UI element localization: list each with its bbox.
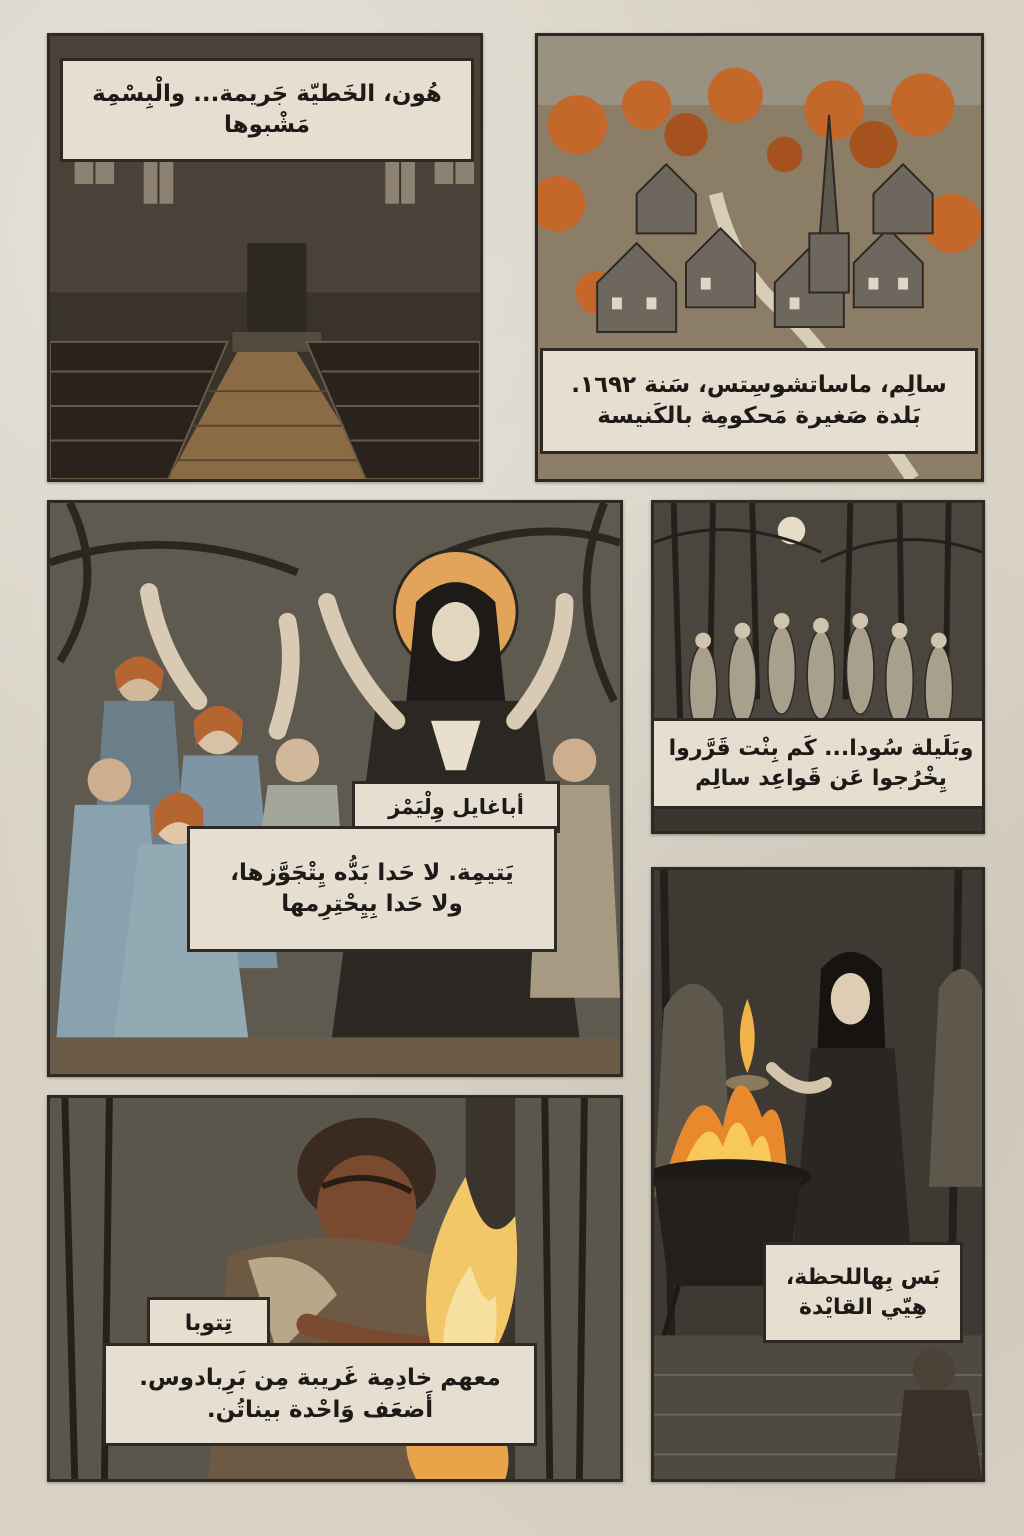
church-caption-line2: مَشْبوها [223, 112, 311, 138]
tituba-caption-line1: معهم خادِمِة غَريبة مِن بَرِبادوس. [139, 1365, 501, 1392]
forest-caption-line1: وبَلَيلة سُودا... كَم بِنْت قَرَّروا [668, 735, 974, 761]
panel-forest-circle [651, 500, 985, 834]
salem-caption-line1: سالِم، ماساتشوسِتس، سَنة ١٦٩٢. [571, 371, 947, 398]
tituba-name-overlay-label: تِتوبا [184, 1311, 233, 1337]
salem-caption [540, 348, 978, 454]
panel-abigail-dance [47, 500, 623, 1077]
forest-caption-line2: يِخْرُجوا عَن قَواعِد سالِم [695, 765, 947, 791]
panel-salem-town [535, 33, 984, 482]
fire-ritual-illustration [654, 870, 982, 1479]
fire-caption-line2: هِيّي القايْدة [799, 1294, 928, 1320]
panel-church-interior [47, 33, 483, 482]
abigail-caption-line2: ولا حَدا بِيِحْتِرِمها [281, 891, 463, 917]
forest-caption [651, 718, 985, 809]
abigail-caption-line1: يَتيمِة. لا حَدا بَدُّه يِتْجَوَّزها، [230, 859, 514, 886]
church-caption [60, 58, 474, 162]
abigail-caption [187, 826, 557, 952]
panel-fire-leader [651, 867, 985, 1482]
tituba-caption [103, 1343, 537, 1446]
salem-caption-line2: بَلدة صَغيرة مَحكومِة بالكَنيسة [597, 403, 921, 429]
tituba-caption-line2: أَضعَف وَاحْدة بيناتُن. [206, 1396, 434, 1423]
abigail-name-label: أباغايل وِلْيَمْز [388, 794, 524, 819]
fire-caption [763, 1242, 963, 1343]
fire-caption-line1: بَس بِهاللحظة، [785, 1264, 941, 1290]
church-caption-line1: هُون، الخَطيّة جَريمة... والْبِسْمِة [92, 80, 442, 107]
